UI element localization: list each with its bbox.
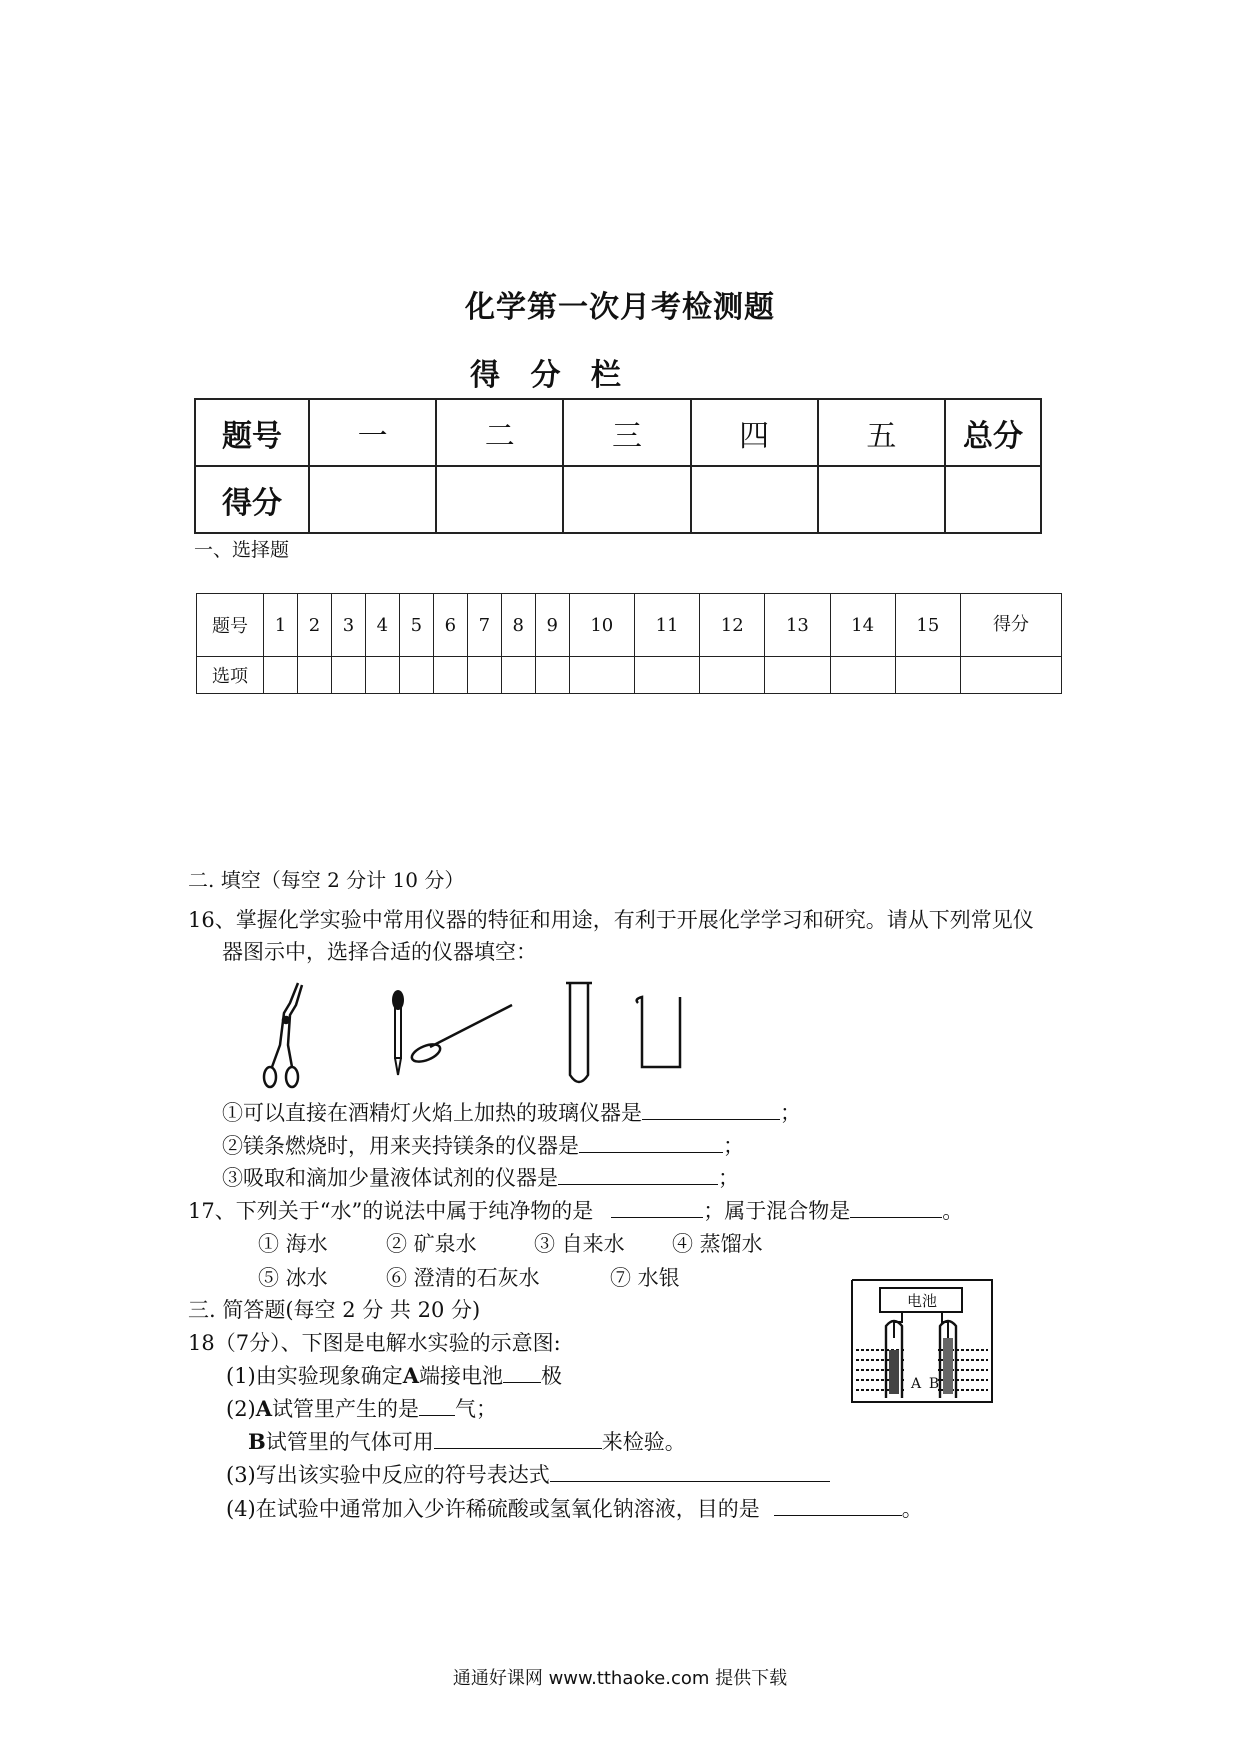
- choice-answer-table: [196, 593, 1062, 694]
- answer-blank[interactable]: [774, 1493, 902, 1516]
- score-input-cell[interactable]: [563, 466, 690, 533]
- beaker-icon: [637, 997, 680, 1067]
- q16-item-1: [222, 1097, 801, 1127]
- item-end: ；: [723, 1134, 744, 1158]
- answer-cell[interactable]: [433, 657, 467, 694]
- item-number: ①: [222, 1101, 243, 1125]
- answer-blank[interactable]: [434, 1426, 602, 1449]
- q17-option: ⑦ 水银: [610, 1266, 680, 1290]
- score-summary-table: [194, 398, 1042, 534]
- table-cell: 5: [399, 594, 433, 657]
- crucible-tongs-icon: [264, 983, 302, 1087]
- item-end: ；: [718, 1166, 739, 1190]
- q18-part-2b: [248, 1426, 686, 1456]
- table-row: [197, 657, 1062, 694]
- tube-b-label: B: [928, 1376, 940, 1392]
- q18-text: 气；: [455, 1397, 498, 1421]
- answer-cell[interactable]: [895, 657, 960, 694]
- q18-text: B: [248, 1429, 266, 1454]
- q18-text: 端接电池: [419, 1364, 504, 1388]
- table-cell: 1: [264, 594, 298, 657]
- q18-text: (3)写出该实验中反应的符号表达式: [226, 1463, 550, 1487]
- answer-cell[interactable]: [365, 657, 399, 694]
- answer-cell[interactable]: [399, 657, 433, 694]
- answer-cell[interactable]: [569, 657, 634, 694]
- q17-option: ④ 蒸馏水: [672, 1232, 763, 1256]
- q16-text: 器图示中，选择合适的仪器填空：: [222, 940, 537, 964]
- table-cell: 四: [691, 399, 818, 466]
- score-input-cell[interactable]: [309, 466, 436, 533]
- answer-cell[interactable]: [331, 657, 365, 694]
- answer-cell[interactable]: [634, 657, 699, 694]
- section1-label: 一、选择题: [194, 539, 290, 561]
- battery-label: 电池: [906, 1292, 938, 1310]
- medicine-spoon-icon: [409, 1005, 512, 1065]
- q18-text: 极: [541, 1364, 563, 1388]
- table-row: [195, 466, 1041, 533]
- q17-option: ⑥ 澄清的石灰水: [386, 1266, 540, 1290]
- score-panel-heading: 得 分 栏: [470, 358, 631, 393]
- q18-text: 试管里产生的是: [272, 1397, 420, 1421]
- table-cell: 10: [569, 594, 634, 657]
- answer-cell[interactable]: [264, 657, 298, 694]
- q18-text: 试管里的气体可用: [265, 1430, 434, 1454]
- q16-item-3: [222, 1162, 739, 1192]
- item-number: ③: [222, 1166, 243, 1190]
- table-row: [195, 399, 1041, 466]
- answer-blank[interactable]: [611, 1195, 703, 1218]
- table-cell: 3: [331, 594, 365, 657]
- section2-label: 二. 填空（每空 2 分计 10 分）: [188, 868, 465, 892]
- table-cell: 13: [765, 594, 830, 657]
- answer-blank[interactable]: [642, 1097, 780, 1120]
- answer-cell[interactable]: [961, 657, 1062, 694]
- table-cell: 选项: [197, 657, 264, 694]
- q18-text: (4)在试验中通常加入少许稀硫酸或氢氧化钠溶液，目的是: [226, 1497, 760, 1521]
- answer-blank[interactable]: [419, 1393, 455, 1416]
- table-cell: 4: [365, 594, 399, 657]
- item-text: 可以直接在酒精灯火焰上加热的玻璃仪器是: [243, 1101, 642, 1125]
- q18-part-3: [226, 1459, 830, 1489]
- score-input-cell[interactable]: [818, 466, 945, 533]
- table-cell: 14: [830, 594, 895, 657]
- q18-part-1: [226, 1360, 562, 1390]
- q18-text: (1)由实验现象确定: [226, 1364, 403, 1388]
- answer-blank[interactable]: [579, 1130, 723, 1153]
- q17-part: 。: [942, 1199, 964, 1223]
- table-cell: 12: [700, 594, 765, 657]
- dropper-icon: [392, 990, 404, 1075]
- table-cell: 15: [895, 594, 960, 657]
- q16-item-2: [222, 1130, 744, 1160]
- answer-cell[interactable]: [467, 657, 501, 694]
- item-text: 镁条燃烧时，用来夹持镁条的仪器是: [243, 1134, 579, 1158]
- q16-text: 16、掌握化学实验中常用仪器的特征和用途，有利于开展化学学习和研究。请从下列常见仪: [188, 908, 1034, 932]
- q18-text: (2): [226, 1397, 256, 1421]
- item-end: ；: [780, 1101, 801, 1125]
- q17-part: 17、下列关于“水”的说法中属于纯净物的是: [188, 1199, 594, 1223]
- table-cell: 得分: [195, 466, 309, 533]
- answer-cell[interactable]: [830, 657, 895, 694]
- table-cell: 6: [433, 594, 467, 657]
- table-row: [197, 594, 1062, 657]
- table-cell: 五: [818, 399, 945, 466]
- section3-label: 三. 简答题(每空 2 分 共 20 分): [188, 1298, 481, 1322]
- score-input-cell[interactable]: [691, 466, 818, 533]
- answer-blank[interactable]: [558, 1162, 718, 1185]
- table-cell: 题号: [195, 399, 309, 466]
- q17-option: ⑤ 冰水: [258, 1266, 328, 1290]
- table-cell: 二: [436, 399, 563, 466]
- answer-cell[interactable]: [501, 657, 535, 694]
- table-cell: 一: [309, 399, 436, 466]
- table-cell: 2: [297, 594, 331, 657]
- answer-cell[interactable]: [700, 657, 765, 694]
- q18-part-4: [226, 1493, 923, 1523]
- q18-text: A: [402, 1363, 420, 1388]
- table-cell: 题号: [197, 594, 264, 657]
- table-cell: 7: [467, 594, 501, 657]
- exam-title: 化学第一次月考检测题: [465, 290, 775, 325]
- q18-intro: 18（7分）、下图是电解水实验的示意图:: [188, 1331, 561, 1355]
- lab-instruments-figure: [250, 975, 690, 1090]
- q18-text: 来检验。: [601, 1430, 686, 1454]
- q17-option: ③ 自来水: [534, 1232, 625, 1256]
- table-cell: 11: [634, 594, 699, 657]
- table-cell: 总分: [945, 399, 1041, 466]
- tube-a-label: A: [910, 1376, 922, 1392]
- q18-part-2: [226, 1393, 497, 1423]
- table-cell: 9: [535, 594, 569, 657]
- answer-blank[interactable]: [503, 1360, 541, 1383]
- table-cell: 8: [501, 594, 535, 657]
- q17-option: ① 海水: [258, 1232, 328, 1256]
- item-number: ②: [222, 1134, 243, 1158]
- item-text: 吸取和滴加少量液体试剂的仪器是: [243, 1166, 558, 1190]
- footer-source: 通通好课网 www.tthaoke.com 提供下载: [452, 1668, 788, 1689]
- answer-cell[interactable]: [535, 657, 569, 694]
- answer-cell[interactable]: [765, 657, 830, 694]
- q17-option: ② 矿泉水: [386, 1232, 477, 1256]
- electrolysis-diagram: [846, 1278, 998, 1414]
- table-cell: 得分: [961, 594, 1062, 657]
- score-input-cell[interactable]: [436, 466, 563, 533]
- answer-blank[interactable]: [550, 1459, 830, 1482]
- answer-cell[interactable]: [297, 657, 331, 694]
- test-tube-icon: [566, 983, 592, 1082]
- q18-text: 。: [901, 1497, 923, 1521]
- q17-part: ；属于混合物是: [703, 1199, 851, 1223]
- answer-blank[interactable]: [850, 1195, 942, 1218]
- q18-text: A: [255, 1396, 273, 1421]
- q17-text: [188, 1195, 963, 1225]
- table-cell: 三: [563, 399, 690, 466]
- score-input-cell[interactable]: [945, 466, 1041, 533]
